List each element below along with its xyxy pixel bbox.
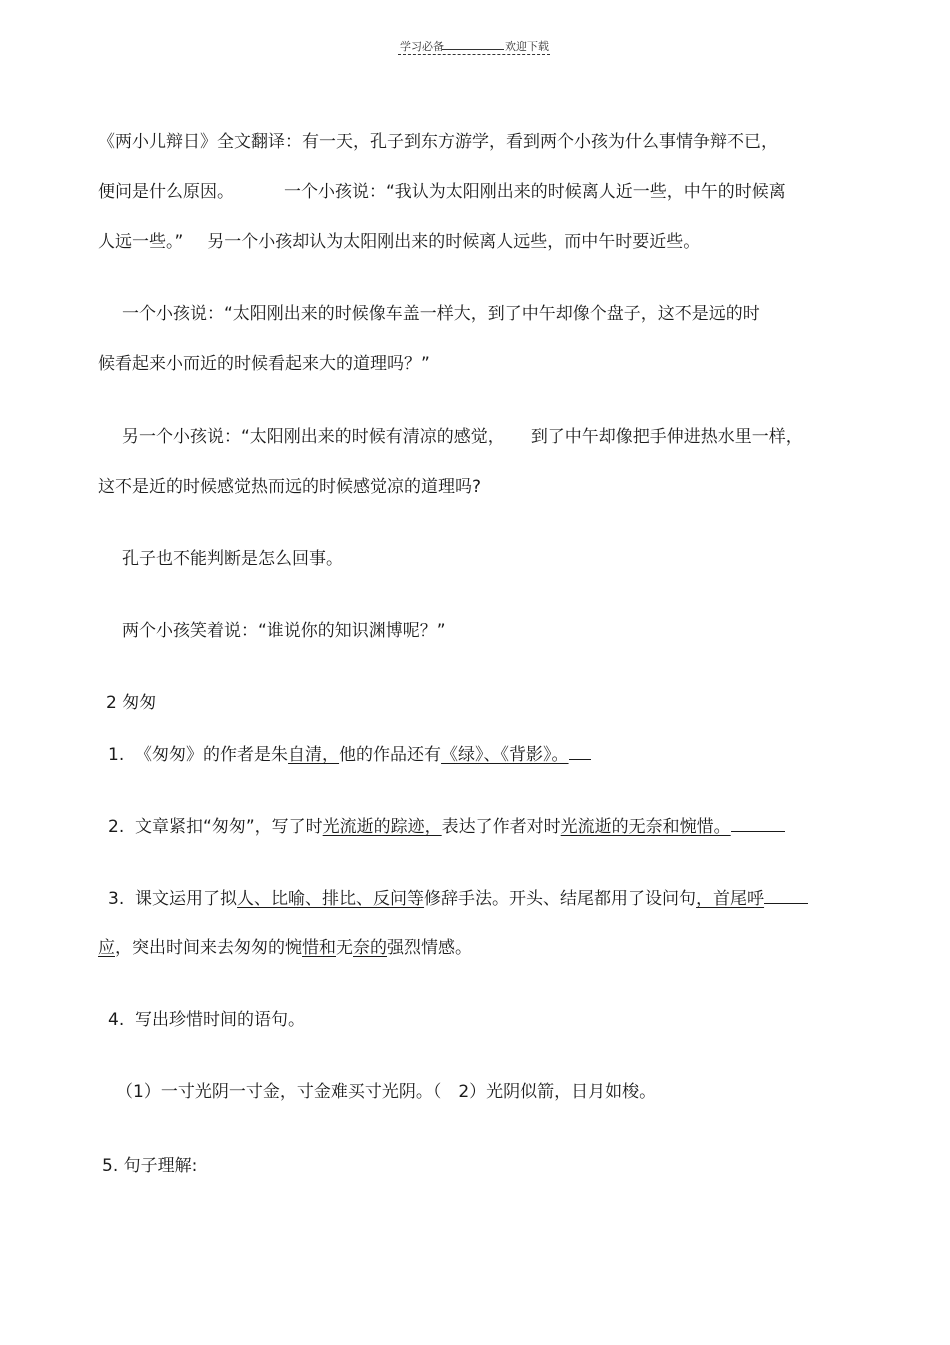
translation-line: 两个小孩笑着说：“谁说你的知识渊博呢？” xyxy=(122,621,446,641)
answer-blank: 惜和 xyxy=(302,938,336,958)
header-divider xyxy=(442,49,504,50)
answer-line xyxy=(569,743,591,760)
answer-line xyxy=(731,815,785,832)
answer-line xyxy=(764,887,808,904)
header-left: 学习必备 xyxy=(400,40,444,53)
translation-line: 这不是近的时候感觉热而远的时候感觉凉的道理吗? xyxy=(98,477,482,497)
translation-line: 人远一些。” 另一个小孩却认为太阳刚出来的时候离人远些，而中午时要近些。 xyxy=(98,232,701,252)
header-dashed-rule xyxy=(398,54,550,55)
answer-blank: 光流逝的踪迹， xyxy=(322,817,442,837)
translation-line: 一个小孩说：“太阳刚出来的时候像车盖一样大，到了中午却像个盘子，这不是远的时 xyxy=(122,304,760,324)
answer-blank: 应 xyxy=(98,938,115,958)
question-4: 4. 写出珍惜时间的语句。 xyxy=(108,1010,306,1030)
translation-line: 孔子也不能判断是怎么回事。 xyxy=(122,549,343,569)
question-5: 5. 句子理解: xyxy=(102,1156,198,1176)
header-right: 欢迎下载 xyxy=(505,40,549,53)
question-3: 3. 课文运用了拟人、比喻、排比、反问等修辞手法。开头、结尾都用了设问句，首尾呼 xyxy=(108,887,808,910)
section-title: 2 匆匆 xyxy=(106,693,157,713)
question-4-answer: （1）一寸光阴一寸金，寸金难买寸光阴。（ 2）光阴似箭，日月如梭。 xyxy=(116,1082,657,1102)
page-header xyxy=(398,38,550,58)
answer-blank: 人、比喻、排比、反问等 xyxy=(237,889,425,909)
question-1: 1. 《匆匆》的作者是朱自清，他的作品还有《绿》、《背影》。 xyxy=(108,743,591,766)
translation-line: 另一个小孩说：“太阳刚出来的时候有清凉的感觉， 到了中午却像把手伸进热水里一样， xyxy=(122,427,803,447)
answer-blank: 光流逝的无奈和惋惜。 xyxy=(560,817,731,837)
question-2: 2. 文章紧扣“匆匆”，写了时光流逝的踪迹，表达了作者对时光流逝的无奈和惋惜。 xyxy=(108,815,785,838)
translation-line: 《两小儿辩日》全文翻译：有一天，孔子到东方游学，看到两个小孩为什么事情争辩不已， xyxy=(98,132,778,152)
translation-line: 便问是什么原因。 一个小孩说：“我认为太阳刚出来的时候离人近一些，中午的时候离 xyxy=(98,182,786,202)
translation-line: 候看起来小而近的时候看起来大的道理吗？” xyxy=(98,354,430,374)
answer-blank: 《绿》、《背影》。 xyxy=(441,745,569,765)
answer-blank: ，首尾呼 xyxy=(696,889,765,909)
answer-blank: 奈的 xyxy=(353,938,387,958)
question-3-cont: 应，突出时间来去匆匆的惋惜和无奈的强烈情感。 xyxy=(98,938,472,958)
answer-blank: 自清， xyxy=(288,745,340,765)
